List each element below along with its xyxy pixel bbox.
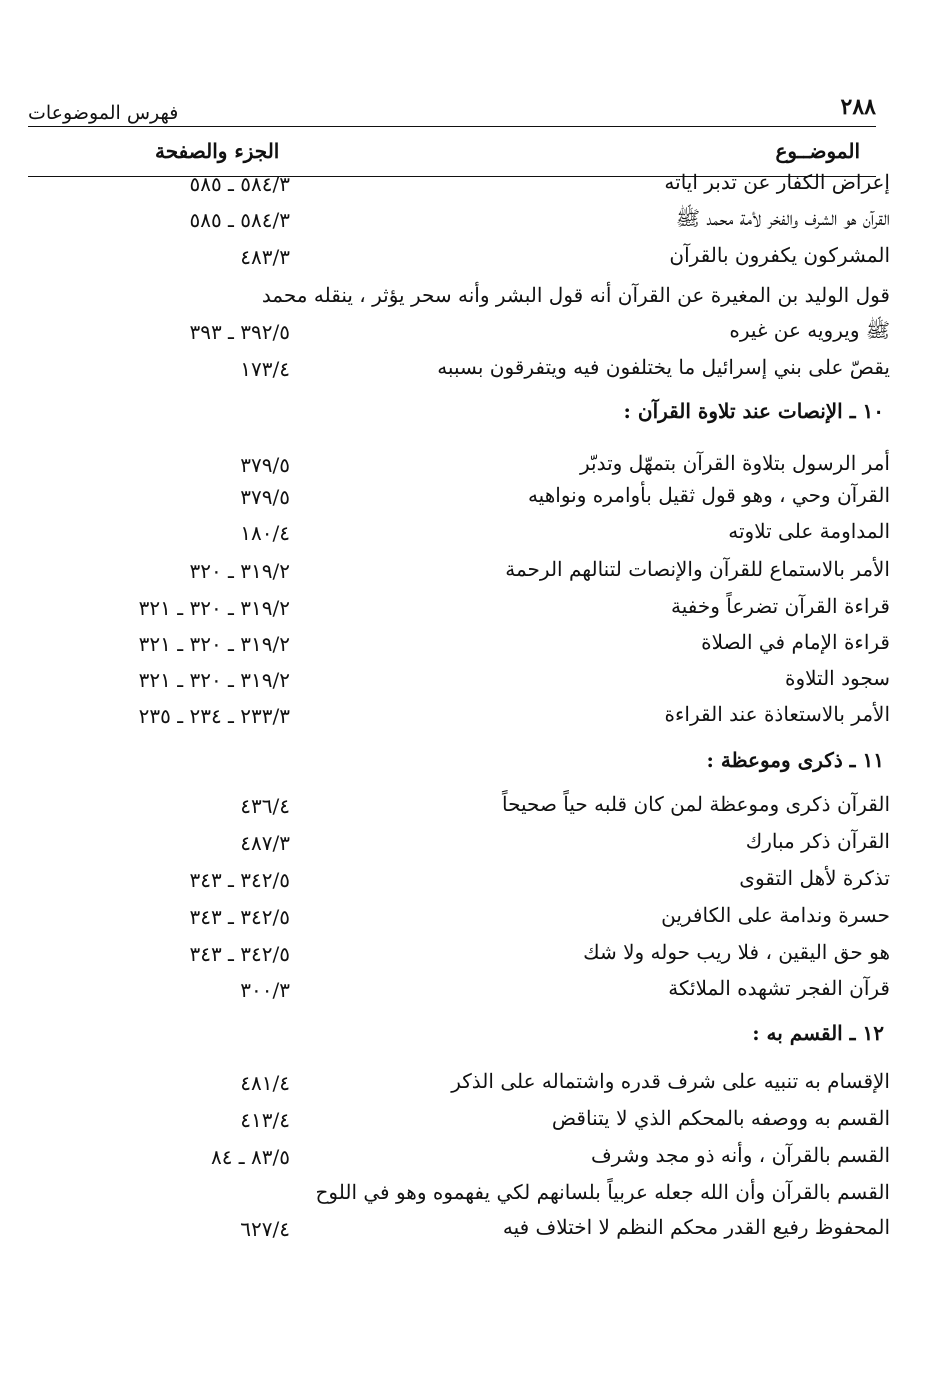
entry-reference: ٤١٣/٤: [240, 1108, 290, 1132]
entry-reference: ٣١٩/٢ ـ ٣٢٠: [189, 559, 290, 583]
index-entry: [0, 792, 952, 828]
entry-reference: ٣١٩/٢ ـ ٣٢٠ ـ ٣٢١: [138, 668, 290, 692]
section-heading: [0, 1021, 952, 1057]
entry-topic: القرآن هو الشرف والفخر لأمة محمد ﷺ: [675, 206, 890, 230]
index-entry: [0, 666, 952, 702]
entry-reference: ٦٢٧/٤: [240, 1217, 290, 1241]
section-heading: [0, 399, 952, 435]
entry-topic: هو حق اليقين ، فلا ريب حوله ولا شك: [583, 940, 890, 964]
entry-reference: ٨٣/٥ ـ ٨٤: [210, 1145, 290, 1169]
entry-reference: ١٧٣/٤: [240, 357, 290, 381]
entry-reference: ٤٣٦/٤: [240, 794, 290, 818]
index-entry: [0, 829, 952, 865]
entry-reference: ٣٤٢/٥ ـ ٣٤٣: [189, 942, 290, 966]
entry-topic: القرآن وحي ، وهو قول ثقيل بأوامره ونواهيه: [527, 483, 890, 507]
entry-topic: الأمر بالاستماع للقرآن والإنصات لتنالهم الرحمة: [505, 557, 890, 581]
entry-topic: القرآن ذكر مبارك: [745, 829, 890, 853]
page-number: ٢٨٨: [840, 94, 876, 120]
entry-reference: ٣١٩/٢ ـ ٣٢٠ ـ ٣٢١: [138, 596, 290, 620]
index-entry: [0, 1106, 952, 1142]
entry-topic: سجود التلاوة: [784, 666, 890, 690]
entry-topic: ﷺ ويرويه عن غيره: [729, 318, 890, 342]
index-entry: [0, 170, 952, 206]
index-entry: [0, 903, 952, 939]
section-heading: [0, 748, 952, 784]
section-title: ١٠ ـ الإنصات عند تلاوة القرآن :: [623, 399, 884, 423]
column-header-topic: الموضــوع: [775, 139, 860, 163]
index-entry: [0, 702, 952, 738]
index-entry: [0, 243, 952, 279]
entry-reference: ٣٩٢/٥ ـ ٣٩٣: [189, 320, 290, 344]
index-entry: [0, 594, 952, 630]
index-entry: [0, 976, 952, 1012]
entry-reference: ٥٨٤/٣ ـ ٥٨٥: [189, 208, 290, 232]
entry-topic: قرآن الفجر تشهده الملائكة: [668, 976, 890, 1000]
entry-reference: ٤٨٧/٣: [240, 831, 290, 855]
entry-topic: القسم به ووصفه بالمحكم الذي لا يتناقض: [551, 1106, 890, 1130]
entry-reference: ٥٨٤/٣ ـ ٥٨٥: [189, 172, 290, 196]
entry-topic: القسم بالقرآن ، وأنه ذو مجد وشرف: [590, 1143, 890, 1167]
entry-topic: الإقسام به تنبيه على شرف قدره واشتماله على الذكر: [451, 1069, 890, 1093]
column-header-reference: الجزء والصفحة: [155, 139, 280, 163]
index-entry: [0, 206, 952, 242]
index-entry: [0, 283, 952, 319]
entry-reference: ٣٧٩/٥: [240, 453, 290, 477]
index-entry: [0, 451, 952, 487]
entry-topic: القرآن ذكرى وموعظة لمن كان قلبه حياً صحيحاً: [502, 792, 890, 816]
index-entry: [0, 1180, 952, 1216]
entry-topic: قول الوليد بن المغيرة عن القرآن أنه قول البشر وأنه سحر يؤثر ، ينقله محمد: [261, 283, 890, 307]
index-entry: [0, 519, 952, 555]
entry-reference: ١٨٠/٤: [240, 521, 290, 545]
entry-reference: ٢٣٣/٣ ـ ٢٣٤ ـ ٢٣٥: [138, 704, 290, 728]
entry-topic: يقصّ على بني إسرائيل ما يختلفون فيه ويتفرقون بسببه: [437, 355, 890, 379]
section-title: ١١ ـ ذكرى وموعظة :: [706, 748, 884, 772]
entry-topic: قراءة الإمام في الصلاة: [701, 630, 890, 654]
entry-reference: ٤٨١/٤: [240, 1071, 290, 1095]
entry-topic: قراءة القرآن تضرعاً وخفية: [670, 594, 890, 618]
entry-reference: ٣١٩/٢ ـ ٣٢٠ ـ ٣٢١: [138, 632, 290, 656]
index-entry: [0, 557, 952, 593]
index-entry: [0, 630, 952, 666]
entry-topic: القسم بالقرآن وأن الله جعله عربياً بلسانهم لكي يفهموه وهو في اللوح: [315, 1180, 890, 1204]
index-entry: [0, 318, 952, 354]
index-entry: [0, 355, 952, 391]
entry-reference: ٤٨٣/٣: [240, 245, 290, 269]
entry-topic: المداومة على تلاوته: [728, 519, 890, 543]
entry-topic: تذكرة لأهل التقوى: [739, 866, 890, 890]
entry-topic: المحفوظ رفيع القدر محكم النظم لا اختلاف فيه: [502, 1215, 890, 1239]
entry-topic: أمر الرسول بتلاوة القرآن بتمهّل وتدبّر: [580, 451, 890, 475]
index-entry: [0, 1215, 952, 1251]
entry-reference: ٣٤٢/٥ ـ ٣٤٣: [189, 905, 290, 929]
section-title: ١٢ ـ القسم به :: [752, 1021, 884, 1045]
index-entry: [0, 1069, 952, 1105]
entry-topic: الأمر بالاستعاذة عند القراءة: [664, 702, 890, 726]
index-entry: [0, 483, 952, 519]
index-entry: [0, 940, 952, 976]
entry-reference: ٣٧٩/٥: [240, 485, 290, 509]
entry-reference: ٣٤٢/٥ ـ ٣٤٣: [189, 868, 290, 892]
index-entry: [0, 866, 952, 902]
entry-topic: المشركون يكفرون بالقرآن: [669, 243, 890, 267]
index-entry: [0, 1143, 952, 1179]
entry-reference: ٣٠٠/٣: [240, 978, 290, 1002]
entry-topic: حسرة وندامة على الكافرين: [661, 903, 890, 927]
entry-topic: إعراض الكفار عن تدبر اياته: [664, 170, 890, 194]
running-title: فهرس الموضوعات: [28, 102, 179, 124]
